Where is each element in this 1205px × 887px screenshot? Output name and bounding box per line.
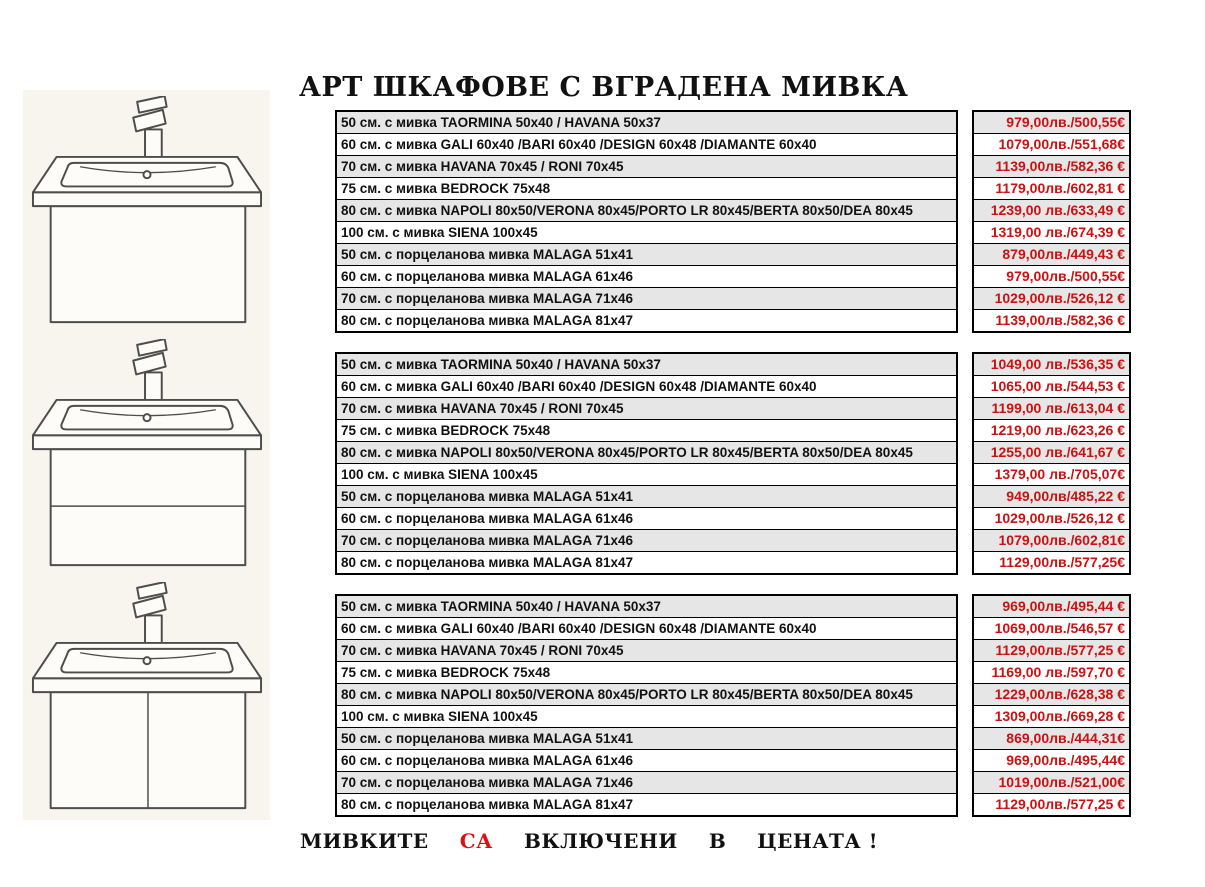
- product-price: 1079,00лв./551,68€: [974, 133, 1129, 155]
- product-label: 70 см. с порцеланова мивка MALAGA 71x46: [337, 771, 956, 793]
- footer-word: ЦЕНАТА !: [757, 829, 878, 853]
- product-label: 60 см. с порцеланова мивка MALAGA 61x46: [337, 749, 956, 771]
- product-price: 1309,00лв./669,28 €: [974, 705, 1129, 727]
- price-table-1: [335, 110, 1131, 333]
- product-price: 1129,00лв./577,25 €: [974, 639, 1129, 661]
- product-illustrations-panel: [23, 90, 270, 820]
- product-price: 1129,00лв./577,25 €: [974, 793, 1129, 815]
- vanity-cabinet-two-doors-illustration: [23, 577, 270, 820]
- product-price: 1029,00лв./526,12 €: [974, 287, 1129, 309]
- price-column: [972, 594, 1131, 817]
- product-price: 1255,00 лв./641,67 €: [974, 441, 1129, 463]
- product-label: 100 см. с мивка SIENA 100x45: [337, 221, 956, 243]
- product-label: 80 см. с порцеланова мивка MALAGA 81x47: [337, 551, 956, 573]
- product-price: 979,00лв./500,55€: [974, 112, 1129, 133]
- product-label: 80 см. с порцеланова мивка MALAGA 81x47: [337, 309, 956, 331]
- product-label: 100 см. с мивка SIENA 100x45: [337, 463, 956, 485]
- product-label: 60 см. с мивка GALI 60x40 /BARI 60x40 /DESIGN 60x48 /DIAMANTE 60x40: [337, 133, 956, 155]
- product-price: 869,00лв./444,31€: [974, 727, 1129, 749]
- product-price: 879,00лв./449,43 €: [974, 243, 1129, 265]
- product-price: 1019,00лв./521,00€: [974, 771, 1129, 793]
- footer-word: СА: [459, 829, 493, 853]
- vanity-cabinet-single-door-illustration: [23, 90, 270, 333]
- product-label: 70 см. с мивка HAVANA 70x45 / RONI 70x45: [337, 397, 956, 419]
- product-label: 100 см. с мивка SIENA 100x45: [337, 705, 956, 727]
- product-price: 1319,00 лв./674,39 €: [974, 221, 1129, 243]
- product-label: 60 см. с мивка GALI 60x40 /BARI 60x40 /DESIGN 60x48 /DIAMANTE 60x40: [337, 375, 956, 397]
- product-price: 1139,00лв./582,36 €: [974, 309, 1129, 331]
- product-label: 50 см. с мивка TAORMINA 50x40 / HAVANA 50x37: [337, 112, 956, 133]
- vanity-sink-icon: [27, 96, 267, 328]
- product-price: 969,00лв./495,44 €: [974, 596, 1129, 617]
- price-table-2: [335, 352, 1131, 575]
- footer-note: [300, 829, 878, 853]
- product-label: 80 см. с мивка NAPOLI 80x50/VERONA 80x45/PORTO LR 80x45/BERTA 80x50/DEA 80x45: [337, 199, 956, 221]
- footer-word: В: [708, 829, 727, 853]
- product-label: 60 см. с мивка GALI 60x40 /BARI 60x40 /DESIGN 60x48 /DIAMANTE 60x40: [337, 617, 956, 639]
- product-price: 979,00лв./500,55€: [974, 265, 1129, 287]
- product-label: 70 см. с мивка HAVANA 70x45 / RONI 70x45: [337, 639, 956, 661]
- product-price: 1049,00 лв./536,35 €: [974, 354, 1129, 375]
- product-price: 1219,00 лв./623,26 €: [974, 419, 1129, 441]
- footer-word: МИВКИТЕ: [300, 829, 429, 853]
- product-price: 1129,00лв./577,25€: [974, 551, 1129, 573]
- product-label: 50 см. с порцеланова мивка MALAGA 51x41: [337, 727, 956, 749]
- product-label: 70 см. с порцеланова мивка MALAGA 71x46: [337, 529, 956, 551]
- product-price: 949,00лв/485,22 €: [974, 485, 1129, 507]
- product-price: 1079,00лв./602,81€: [974, 529, 1129, 551]
- product-label: 75 см. с мивка BEDROCK 75x48: [337, 661, 956, 683]
- product-label: 75 см. с мивка BEDROCK 75x48: [337, 419, 956, 441]
- product-label: 60 см. с порцеланова мивка MALAGA 61x46: [337, 265, 956, 287]
- product-column: [335, 110, 958, 333]
- price-tables: [335, 110, 1131, 836]
- price-table-3: [335, 594, 1131, 817]
- product-column: [335, 352, 958, 575]
- product-label: 50 см. с порцеланова мивка MALAGA 51x41: [337, 243, 956, 265]
- product-price: 1065,00 лв./544,53 €: [974, 375, 1129, 397]
- product-label: 80 см. с мивка NAPOLI 80x50/VERONA 80x45/PORTO LR 80x45/BERTA 80x50/DEA 80x45: [337, 441, 956, 463]
- product-price: 1179,00лв./602,81 €: [974, 177, 1129, 199]
- price-column: [972, 110, 1131, 333]
- product-price: 1029,00лв./526,12 €: [974, 507, 1129, 529]
- product-price: 1379,00 лв./705,07€: [974, 463, 1129, 485]
- product-label: 80 см. с мивка NAPOLI 80x50/VERONA 80x45/PORTO LR 80x45/BERTA 80x50/DEA 80x45: [337, 683, 956, 705]
- product-label: 70 см. с мивка HAVANA 70x45 / RONI 70x45: [337, 155, 956, 177]
- product-price: 1199,00 лв./613,04 €: [974, 397, 1129, 419]
- product-column: [335, 594, 958, 817]
- page-title: АРТ ШКАФОВЕ С ВГРАДЕНА МИВКА: [299, 72, 909, 103]
- vanity-sink-icon: [27, 339, 267, 571]
- product-price: 969,00лв./495,44€: [974, 749, 1129, 771]
- product-price: 1229,00лв./628,38 €: [974, 683, 1129, 705]
- product-price: 1069,00лв./546,57 €: [974, 617, 1129, 639]
- price-column: [972, 352, 1131, 575]
- product-label: 50 см. с мивка TAORMINA 50x40 / HAVANA 50x37: [337, 596, 956, 617]
- product-label: 50 см. с порцеланова мивка MALAGA 51x41: [337, 485, 956, 507]
- vanity-sink-icon: [27, 582, 267, 814]
- product-label: 70 см. с порцеланова мивка MALAGA 71x46: [337, 287, 956, 309]
- product-label: 50 см. с мивка TAORMINA 50x40 / HAVANA 50x37: [337, 354, 956, 375]
- product-price: 1239,00 лв./633,49 €: [974, 199, 1129, 221]
- product-price: 1139,00лв./582,36 €: [974, 155, 1129, 177]
- product-price: 1169,00 лв./597,70 €: [974, 661, 1129, 683]
- product-label: 80 см. с порцеланова мивка MALAGA 81x47: [337, 793, 956, 815]
- product-label: 75 см. с мивка BEDROCK 75x48: [337, 177, 956, 199]
- product-label: 60 см. с порцеланова мивка MALAGA 61x46: [337, 507, 956, 529]
- vanity-cabinet-two-drawers-illustration: [23, 333, 270, 576]
- footer-word: ВКЛЮЧЕНИ: [523, 829, 678, 853]
